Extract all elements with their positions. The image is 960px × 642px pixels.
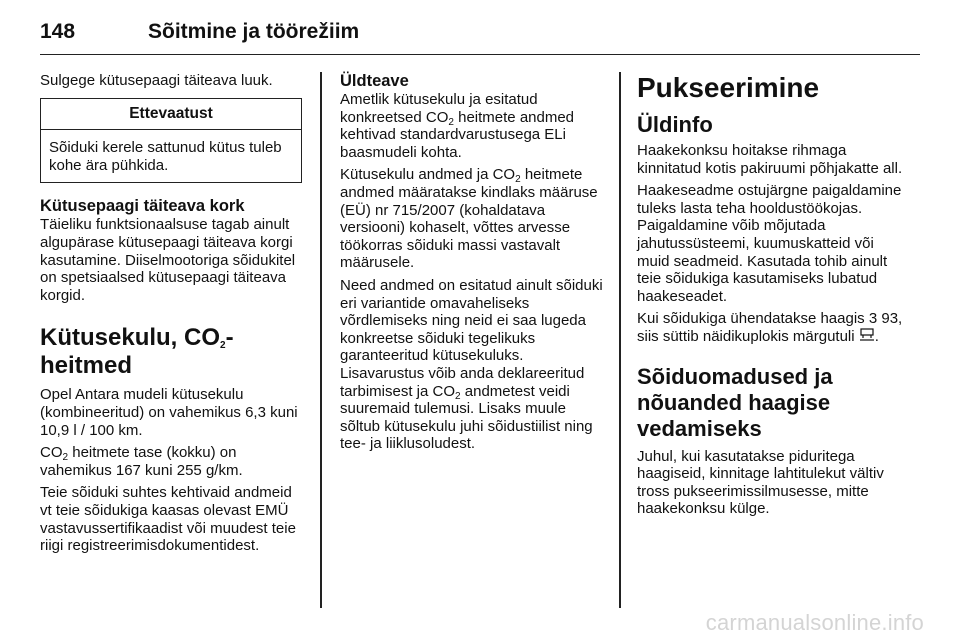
trailer-indicator-text: Kui sõidukiga ühendatakse haagis 3 93, siis süttib näidikuplokis märgutuli . (637, 310, 903, 345)
trailer-tips-heading: Sõiduomadused ja nõuanded haagise vedamiseks (637, 363, 833, 441)
intro-text: Sulgege kütusepaagi täiteava luuk. (40, 72, 273, 89)
general-info-heading: Üldteave (340, 72, 409, 90)
page-title: Sõitmine ja töörežiim (148, 20, 360, 43)
column-divider-1 (320, 72, 322, 608)
official-data-text: Ametlik kütusekulu ja esitatud konkreetsed $CO_2$ heitmete andmed kehtivad standardvarustusega ELi baasmudeli kohta. (340, 91, 575, 161)
trailer-warning-light-icon (859, 328, 875, 346)
fuel-cap-heading: Kütusepaagi täiteava kork (40, 197, 245, 216)
column-1 (40, 72, 302, 560)
general-heading: Üldinfo (637, 112, 713, 137)
caution-title: Ettevaatust (41, 99, 301, 131)
towing-heading: Pukseerimine (637, 72, 820, 103)
caution-body: Sõiduki kerele sattunud kütus tuleb kohe ära pühkida. (49, 139, 282, 174)
column-divider-2 (619, 72, 621, 608)
regulation-text: Kütusekulu andmed ja $CO_2$ heitmete andmed määratakse kindlaks määruse (EÜ) nr 715/2007 (kohaldatava versiooni) kohaselt, võttes arvesse töökorras sõiduki massi vastavalt määrusele. (340, 166, 598, 272)
page-header (40, 14, 920, 55)
towbar-storage-text: Haakekonksu hoitakse rihmaga kinnitatud kotis pakiruumi põhjakatte all. (637, 142, 903, 177)
co2-range-text: $CO_2$ heitmete tase (kokku) on vahemikus 167 kuni 255 g/km. (40, 444, 243, 479)
column-3 (637, 72, 907, 523)
caution-box (40, 98, 302, 184)
certificate-text: Teie sõiduki suhtes kehtivaid andmeid vt teie sõidukiga kaasas olevast EMÜ vastavussertifikaadist või muudest teie riigi registreerimisdokumentidest. (40, 484, 296, 555)
comparison-text: Need andmed on esitatud ainult sõiduki eri variantide omavaheliseks võrdlemiseks ning neid ei saa lugeda konkreetse sõiduki tegelikuks garanteeritud kütusekuluks. Lisavarustus võib anda deklareeritud tarbimisest ja $CO_2$ andmetest veidi suuremaid tulemusi. Lisaks muule sõltub kütusekulu juhi sõidustiilist ning tee- ja liiklusoludest. (340, 276, 603, 453)
consumption-range-text: Opel Antara mudeli kütusekulu (kombineeritud) on vahemikus 6,3 kuni 10,9 l / 100 km. (40, 386, 298, 439)
watermark: carmanualsonline.info (705, 610, 924, 635)
fuel-cap-text: Täieliku funktsionaalsuse tagab ainult algupärase kütusepaagi täiteava korgi kasutamine. Diiselmootoriga sõidukitel on spetsiaalsed kütusepaagi täiteava korgid. (40, 216, 296, 304)
page-number: 148 (40, 20, 76, 43)
breakaway-cable-text: Juhul, kui kasutatakse piduritega haagiseid, kinnitage lahtitulekut vältiv tross pukseerimissilmusesse, mitte haakekonksu külge. (637, 447, 884, 518)
column-2 (340, 72, 604, 458)
page-ref-arrow-icon: 3 (868, 310, 878, 328)
towbar-install-text: Haakeseadme ostujärgne paigaldamine tuleks lasta teha hooldustöökojas. Paigaldamine võib mõjutada jahutussüsteemi, kuumuskatteid või muid seadmeid. Kasutada tohib ainult teie sõidukiga kasutamiseks lubatud haakeseadet. (637, 182, 902, 305)
consumption-heading: Kütusekulu, $CO_2$-heitmed (40, 324, 234, 380)
